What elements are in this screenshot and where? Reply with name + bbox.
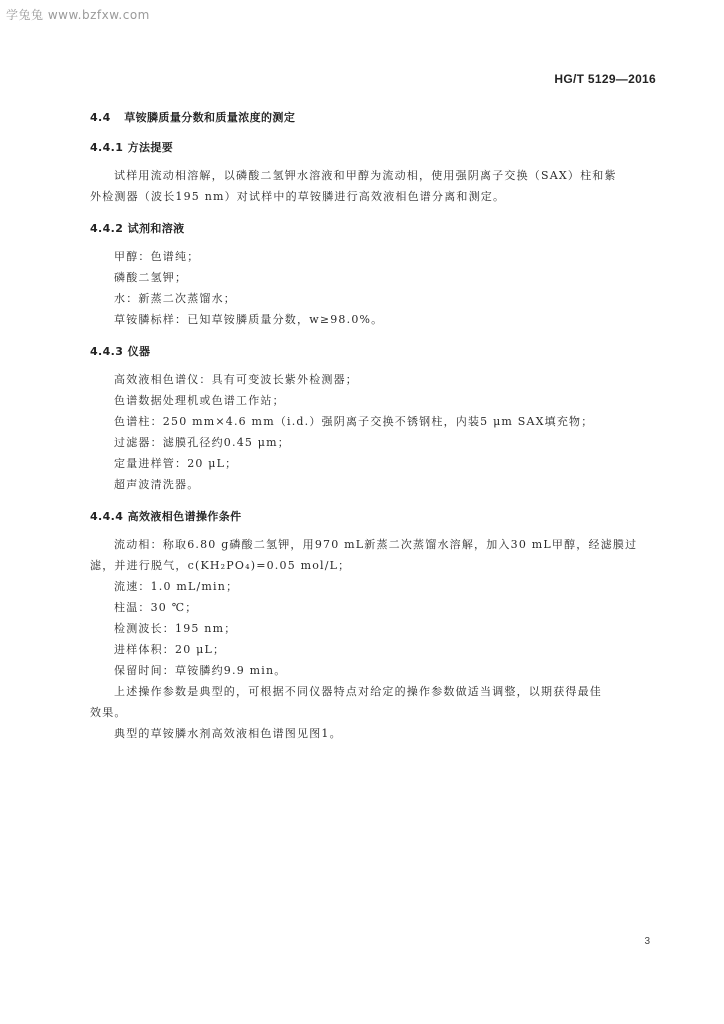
reagent-item: 草铵膦标样：已知草铵膦质量分数，w≥98.0%。 [114, 313, 384, 326]
section-heading [90, 110, 650, 126]
subsection-title: 方法提要 [127, 141, 174, 154]
subsection-heading-4-4-2 [90, 221, 650, 237]
instrument-item: 高效液相色谱仪：具有可变波长紫外检测器； [114, 373, 358, 386]
reagent-item: 水：新蒸二次蒸馏水； [114, 292, 236, 305]
condition-item: 柱温：30 ℃； [114, 601, 198, 614]
reagent-item: 甲醇：色谱纯； [114, 250, 200, 263]
section-title: 草铵膦质量分数和质量浓度的测定 [124, 111, 296, 124]
subsection-title: 高效液相色谱操作条件 [127, 510, 242, 523]
subsection-title: 仪器 [127, 345, 151, 358]
instrument-item: 色谱柱：250 mm×4.6 mm（i.d.）强阴离子交换不锈钢柱，内装5 μm SAX填充物； [114, 415, 594, 428]
page-number: 3 [644, 936, 650, 947]
instrument-item: 色谱数据处理机或色谱工作站； [114, 394, 285, 407]
instrument-item: 定量进样管：20 μL； [114, 457, 238, 470]
reagent-item: 磷酸二氢钾； [114, 271, 188, 284]
figure-reference: 典型的草铵膦水剂高效液相色谱图见图1。 [114, 727, 342, 740]
document-body [90, 110, 650, 744]
condition-item: 流速：1.0 mL/min； [114, 580, 239, 593]
subsection-heading-4-4-3 [90, 344, 650, 360]
note-line2: 效果。 [90, 706, 127, 719]
section-number: 4.4 [90, 111, 111, 124]
method-summary-line1: 试样用流动相溶解，以磷酸二氢钾水溶液和甲醇为流动相，使用强阴离子交换（SAX）柱和紫 [114, 169, 617, 182]
note-line1: 上述操作参数是典型的，可根据不同仪器特点对给定的操作参数做适当调整，以期获得最佳 [114, 685, 602, 698]
subsection-number: 4.4.3 [90, 345, 124, 358]
subsection-number: 4.4.4 [90, 510, 124, 523]
instrument-item: 过滤器：滤膜孔径约0.45 μm； [114, 436, 290, 449]
subsection-number: 4.4.2 [90, 222, 124, 235]
condition-item: 检测波长：195 nm； [114, 622, 237, 635]
condition-item: 保留时间：草铵膦约9.9 min。 [114, 664, 287, 677]
watermark: 学兔兔 www.bzfxw.com [6, 8, 150, 22]
subsection-title: 试剂和溶液 [127, 222, 185, 235]
instrument-item: 超声波清洗器。 [114, 478, 200, 491]
mobile-phase-line2: 滤，并进行脱气，c(KH₂PO₄)=0.05 mol/L； [90, 559, 351, 572]
method-summary-line2: 外检测器（波长195 nm）对试样中的草铵膦进行高效液相色谱分离和测定。 [90, 190, 506, 203]
mobile-phase-line1: 流动相：称取6.80 g磷酸二氢钾，用970 mL新蒸二次蒸馏水溶解，加入30 mL甲醇，经滤膜过 [114, 538, 638, 551]
subsection-heading-4-4-4 [90, 509, 650, 525]
subsection-number: 4.4.1 [90, 141, 124, 154]
subsection-heading-4-4-1 [90, 140, 650, 156]
condition-item: 进样体积：20 μL； [114, 643, 226, 656]
standard-number: HG/T 5129—2016 [554, 72, 656, 86]
